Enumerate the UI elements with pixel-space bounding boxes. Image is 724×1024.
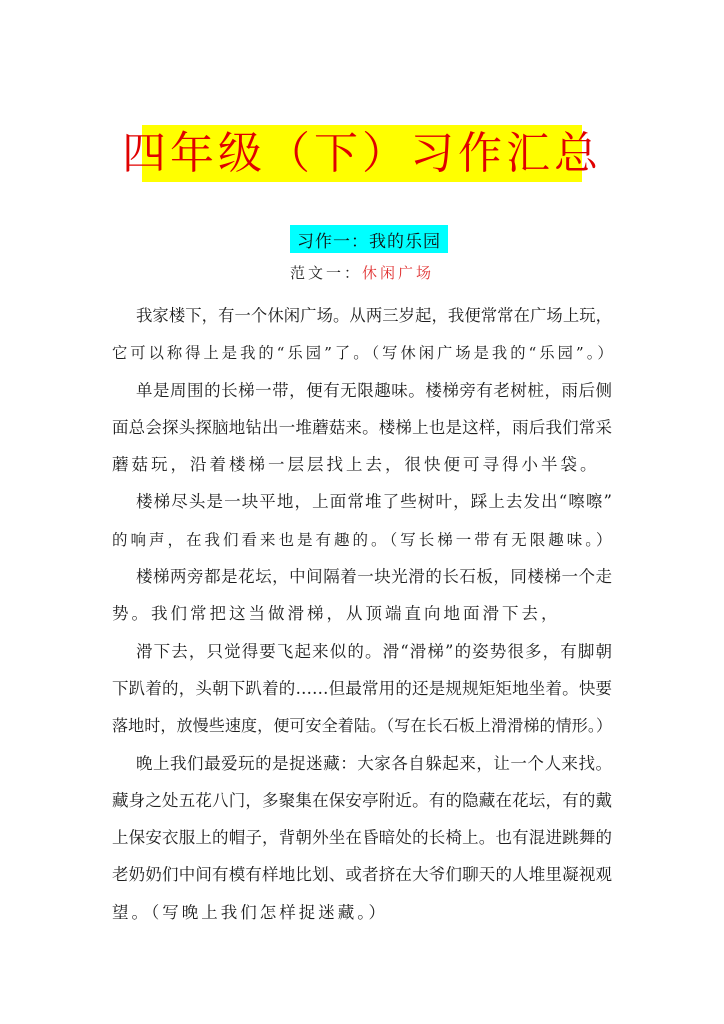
paragraph-line: 晚上我们最爱玩的是捉迷藏：大家各自躲起来，让一个人来找。	[136, 753, 612, 773]
sample-essay-title	[0, 262, 724, 283]
paragraph-line: 的响声，在我们看来也是有趣的。（写长梯一带有无限趣味。）	[112, 530, 615, 549]
paragraph-line: 落地时，放慢些速度，便可安全着陆。（写在长石板上滑滑梯的情形。）	[112, 716, 612, 736]
paragraph-line: 单是周围的长梯一带，便有无限趣味。楼梯旁有老树桩，雨后侧	[136, 380, 612, 400]
paragraph-line: 蘑菇玩，沿着楼梯一层层找上去，很快便可寻得小半袋。	[112, 455, 600, 475]
paragraph-line: 楼梯尽头是一块平地，上面常堆了些树叶，踩上去发出“嚓嚓”	[136, 492, 612, 512]
paragraph-line: 上保安衣服上的帽子，背朝外坐在昏暗处的长椅上。也有混进跳舞的	[112, 828, 612, 848]
paragraph-line: 滑下去，只觉得要飞起来似的。滑“滑梯”的姿势很多，有脚朝	[136, 641, 612, 661]
paragraph-line: 下趴着的，头朝下趴着的……但最常用的还是规规矩矩地坐着。快要	[112, 678, 612, 698]
section-heading-banner	[290, 225, 448, 253]
paragraph-line: 它可以称得上是我的“乐园”了。（写休闲广场是我的“乐园”。）	[112, 344, 616, 363]
paragraph-line: 藏身之处五花八门，多聚集在保安亭附近。有的隐藏在花坛，有的戴	[112, 790, 612, 810]
paragraph-line: 望。（写晚上我们怎样捉迷藏。）	[112, 902, 388, 922]
essay-body	[112, 302, 616, 936]
paragraph-line: 老奶奶们中间有模有样地比划、或者挤在大爷们聊天的人堆里凝视观	[112, 865, 612, 885]
document-title: 四年级（下）习作汇总	[122, 127, 602, 179]
sample-essay-name: 休闲广场	[362, 264, 435, 282]
sample-essay-label: 范文一：	[289, 264, 362, 282]
paragraph-line: 面总会探头探脑地钻出一堆蘑菇来。楼梯上也是这样，雨后我们常采	[112, 417, 612, 437]
paragraph-line: 势。我们常把这当做滑梯，从顶端直向地面滑下去，	[112, 604, 561, 624]
section-heading: 习作一：我的乐园	[297, 231, 441, 252]
paragraph-line: 我家楼下，有一个休闲广场。从两三岁起，我便常常在广场上玩，	[136, 306, 612, 325]
paragraph-line: 楼梯两旁都是花坛，中间隔着一块光滑的长石板，同楼梯一个走	[136, 567, 612, 587]
title-banner	[122, 125, 602, 182]
